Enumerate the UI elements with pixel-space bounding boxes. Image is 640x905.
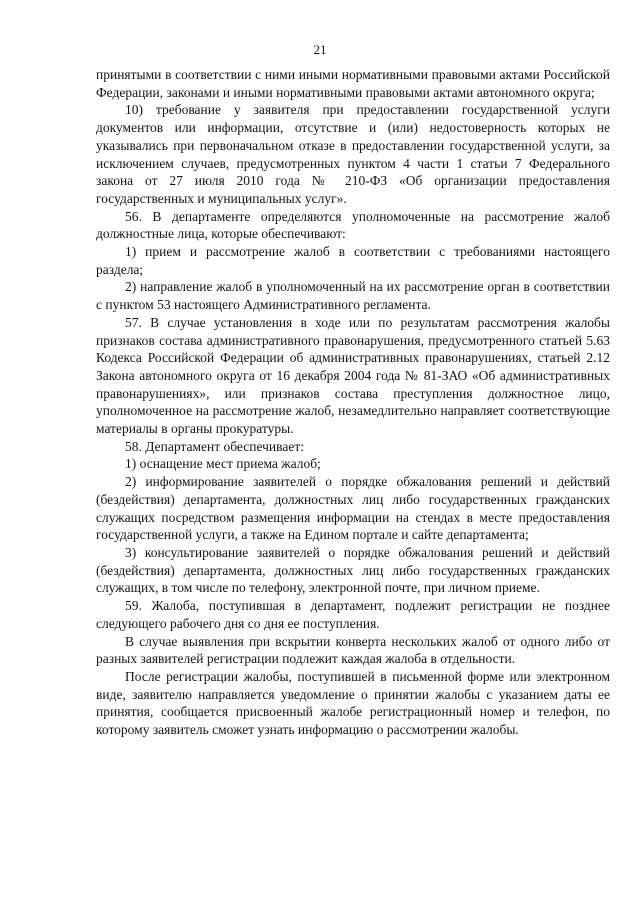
paragraph: 56. В департаменте определяются уполномоченные на рассмотрение жалоб должностные лица, которые обеспечивают: [96,208,610,242]
paragraph: 58. Департамент обеспечивает: [125,438,304,454]
page-number: 21 [313,42,327,57]
paragraph: 2) направление жалоб в уполномоченный на их рассмотрение орган в соответствии с пунктом 53 настоящего Административного регламента. [96,279,610,313]
paragraph: принятыми в соответствии с ними иными нормативными правовыми актами Российской Федерации, законами и иными нормативными правовыми актами автономного округа; [96,67,610,100]
paragraph: 59. Жалоба, поступившая в департамент, подлежит регистрации не позднее следующего рабочего дня со дня ее поступления. [96,598,610,631]
paragraph: 1) прием и рассмотрение жалоб в соответствии с требованиями настоящего раздела; [96,244,610,277]
paragraph: 57. В случае установления в ходе или по результатам рассмотрения жалобы признаков состава административного правонарушения, предусмотренного статьей 5.63 Кодекса Российской Федерации об административных правонарушениях, статьей 2.12 Закона автономного округа от 16 декабря 2004 года № 81-ЗАО «Об административных правонарушениях», или признаков состава преступления должностное лицо, уполномоченное на рассмотрение жалоб, незамедлительно направляет соответствующие материалы в органы прокуратуры. [96,314,610,437]
document-body [96,66,610,739]
paragraph: 3) консультирование заявителей о порядке обжалования решений и действий (бездействия) департамента, должностных лиц либо государственных гражданских служащих, в том числе по телефону, электронной почте, при личном приеме. [96,544,610,596]
paragraph: 2) информирование заявителей о порядке обжалования решений и действий (бездействия) департамента, должностных лиц либо государственных гражданских служащих посредством размещения информации на стендах в месте предоставления государственной услуги, а также на Едином портале и сайте департамента; [96,474,610,543]
paragraph: В случае выявления при вскрытии конверта нескольких жалоб от одного либо от разных заявителей регистрации подлежит каждая жалоба в отдельности. [96,633,610,667]
paragraph: 10) требование у заявителя при предоставлении государственной услуги документов или информации, отсутствие и (или) недостоверность которых не указывались при первоначальном отказе в предоставлении государственной услуги, за исключением случаев, предусмотренных пунктом 4 части 1 статьи 7 Федерального закона от 27 июля 2010 года № 210-ФЗ «Об организации предоставления государственных и муниципальных услуг». [96,102,610,206]
paragraph: 1) оснащение мест приема жалоб; [125,456,321,472]
paragraph: После регистрации жалобы, поступившей в письменной форме или электронном виде, заявителю направляется уведомление о принятии жалобы с указанием даты ее принятия, сообщается присвоенный жалобе регистрационный номер и телефон, по которому заявитель сможет узнать информацию о рассмотрении жалобы. [96,668,610,738]
